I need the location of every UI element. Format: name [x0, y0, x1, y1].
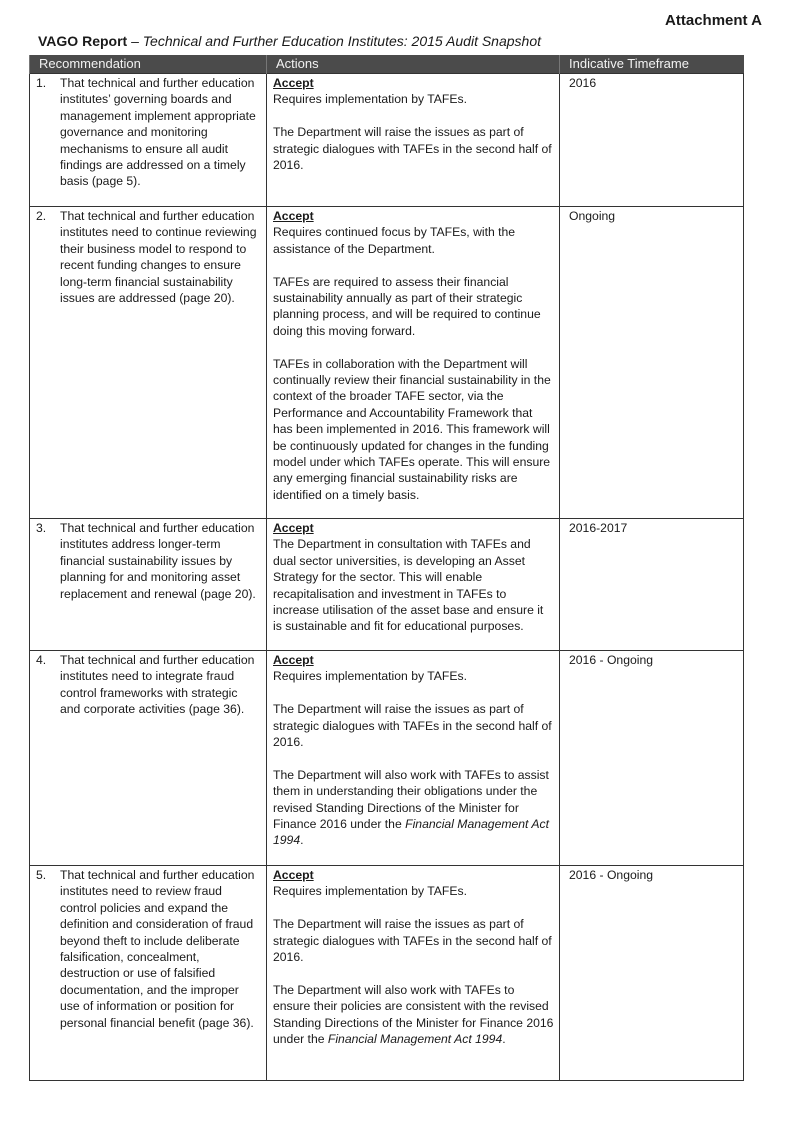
- recommendation-cell: [30, 207, 267, 519]
- actions-cell: [267, 651, 560, 866]
- act-name: Financial Management Act 1994: [273, 817, 549, 848]
- table-row: [30, 207, 744, 519]
- act-name: Financial Management Act 1994: [327, 1032, 503, 1047]
- recommendation-cell: [30, 866, 267, 1081]
- actions-paragraph: Requires implementation by TAFEs.: [273, 884, 467, 899]
- recommendation-number: 1.: [36, 76, 47, 90]
- table-row: [30, 651, 744, 866]
- actions-paragraph: The Department will raise the issues as part of strategic dialogues with TAFEs in the second half of 2016.: [273, 702, 552, 750]
- actions-text: The Department will also work with TAFEs to ensure their policies are consistent with the revised Standing Directions of the Minister for Finance 2016 under the: [273, 982, 554, 1047]
- recommendation-text: That technical and further education institutes need to integrate fraud control frameworks with strategic and corporate activities (page 36).: [60, 653, 255, 717]
- actions-cell: [267, 74, 560, 207]
- recommendation-number: 5.: [36, 868, 47, 882]
- recommendation-cell: [30, 519, 267, 651]
- table-row: [30, 74, 744, 207]
- accept-label: Accept: [273, 521, 314, 535]
- timeframe-value: 2016: [569, 76, 597, 90]
- title-dash: –: [127, 33, 143, 49]
- timeframe-value: 2016-2017: [569, 521, 628, 535]
- actions-paragraph: The Department in consultation with TAFEs and dual sector universities, is developing an Asset Strategy for the sector. This will enable recapitalisation and investment in TAFEs to increase utilisation of the asset base and ensure it is sustainable and fit for educational purposes.: [273, 537, 544, 634]
- actions-cell: [267, 866, 560, 1081]
- timeframe-cell: [560, 519, 744, 651]
- actions-text: The Department will also work with TAFEs to assist them in understanding their obligations under the revised Standing Directions of the Minister for Finance 2016 under the: [273, 767, 549, 832]
- recommendations-table: [29, 55, 744, 1081]
- report-name: VAGO Report: [38, 33, 128, 49]
- timeframe-value: 2016 - Ongoing: [569, 868, 654, 882]
- actions-paragraph: [273, 982, 554, 1048]
- timeframe-cell: [560, 866, 744, 1081]
- timeframe-cell: [560, 651, 744, 866]
- recommendation-text: That technical and further education institutes’ governing boards and management implement appropriate governance and monitoring mechanisms to ensure all audit findings are addressed on a timely basis (page 5).: [60, 76, 256, 189]
- recommendation-text: That technical and further education institutes need to continue reviewing their business model to respond to recent funding changes to ensure long-term financial sustainability issues are addressed (page 20).: [60, 209, 257, 306]
- attachment-label: Attachment A: [665, 12, 762, 29]
- actions-text-end: .: [300, 833, 304, 848]
- actions-text-end: .: [502, 1032, 506, 1047]
- accept-label: Accept: [273, 653, 314, 667]
- table-row: [30, 866, 744, 1081]
- actions-paragraph: Requires implementation by TAFEs.: [273, 92, 467, 107]
- timeframe-cell: [560, 207, 744, 519]
- accept-label: Accept: [273, 868, 314, 882]
- recommendation-text: That technical and further education institutes address longer-term financial sustainability issues by planning for and monitoring asset replacement and renewal (page 20).: [60, 521, 256, 601]
- accept-label: Accept: [273, 76, 314, 90]
- table-row: [30, 519, 744, 651]
- actions-cell: [267, 519, 560, 651]
- recommendation-cell: [30, 651, 267, 866]
- actions-paragraph: The Department will raise the issues as part of strategic dialogues with TAFEs in the second half of 2016.: [273, 917, 552, 965]
- header-actions: Actions: [267, 55, 560, 74]
- recommendation-text: That technical and further education institutes need to review fraud control policies and expand the definition and consideration of fraud beyond theft to include deliberate falsification, concealment, destruction or use of falsified documentation, and the improper use of information or position for personal financial benefit (page 36).: [60, 868, 255, 1030]
- table-header-row: [30, 55, 744, 74]
- timeframe-value: Ongoing: [569, 209, 616, 223]
- report-subtitle: Technical and Further Education Institutes: 2015 Audit Snapshot: [142, 33, 542, 49]
- accept-label: Accept: [273, 209, 314, 223]
- actions-paragraph: Requires continued focus by TAFEs, with the assistance of the Department.: [273, 225, 516, 256]
- timeframe-value: 2016 - Ongoing: [569, 653, 654, 667]
- actions-paragraph: TAFEs in collaboration with the Department will continually review their financial sustainability in the context of the broader TAFE sector, via the Performance and Accountability Framework that has been implemented in 2016. This framework will be continuously updated for changes in the funding model under which TAFEs operate. This will ensure any emerging financial sustainability risks are identified on a timely basis.: [273, 356, 551, 502]
- recommendation-number: 4.: [36, 653, 47, 667]
- recommendation-cell: [30, 74, 267, 207]
- actions-paragraph: [273, 767, 554, 849]
- actions-paragraph: TAFEs are required to assess their financial sustainability annually as part of their strategic planning process, and will be required to continue doing this moving forward.: [273, 274, 541, 338]
- actions-paragraph: Requires implementation by TAFEs.: [273, 669, 467, 684]
- actions-cell: [267, 207, 560, 519]
- recommendation-number: 2.: [36, 209, 47, 223]
- recommendation-number: 3.: [36, 521, 47, 535]
- header-timeframe: Indicative Timeframe: [560, 55, 744, 74]
- document-title: [38, 33, 541, 49]
- timeframe-cell: [560, 74, 744, 207]
- actions-paragraph: The Department will raise the issues as part of strategic dialogues with TAFEs in the second half of 2016.: [273, 125, 552, 173]
- header-recommendation: Recommendation: [30, 55, 267, 74]
